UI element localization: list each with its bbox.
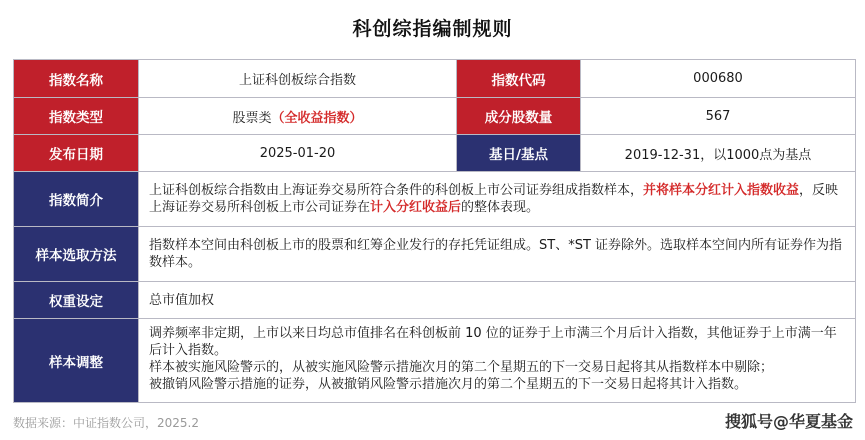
selection-value: 指数样本空间由科创板上市的股票和红筹企业发行的存托凭证组成。ST、*ST 证券除外。选取样本空间内所有证券作为指数样本。 <box>149 238 843 270</box>
adjustment-line-3: 被撤销风险警示措施的证券，从被撤销风险警示措施次月的第二个星期五的下一交易日起将其计入指数。 <box>149 377 748 392</box>
adjustment-label: 样本调整 <box>14 319 139 402</box>
index-type-value <box>139 98 456 134</box>
rules-table <box>13 59 856 403</box>
index-type-prefix: 股票类 <box>232 110 272 126</box>
adjustment-line-1: 调养频率非定期，上市以来日均总市值排名在科创板前 10 位的证券于上市满三个月后计入指数，其他证券于上市满一年后计入指数。 <box>149 326 837 358</box>
index-type-label: 指数类型 <box>14 98 139 134</box>
constituents-label: 成分股数量 <box>456 98 581 134</box>
table-row <box>14 227 855 282</box>
intro-value <box>139 172 855 226</box>
intro-text-2: ，反映上海证券交易所科创板上市公司证券在 <box>149 183 839 215</box>
table-row <box>14 172 855 227</box>
watermark <box>725 409 853 432</box>
adjustment-value <box>139 319 855 402</box>
adjustment-line-2: 样本被实施风险警示的，从被实施风险警示措施次月的第二个星期五的下一交易日起将其从指数样本中剔除； <box>149 360 774 375</box>
base-date-label: 基日/基点 <box>456 135 581 171</box>
table-row <box>14 319 855 402</box>
weighting-label: 权重设定 <box>14 282 139 318</box>
data-source: 数据来源：中证指数公司，2025.2 <box>13 416 199 430</box>
index-name-value: 上证科创板综合指数 <box>238 73 356 88</box>
intro-highlight-2: 计入分红收益后 <box>370 200 462 215</box>
index-code-label: 指数代码 <box>456 60 581 97</box>
release-date-value: 2025-01-20 <box>259 145 336 161</box>
table-row <box>14 60 855 98</box>
intro-text-3: 的整体表现。 <box>461 200 540 215</box>
intro-highlight-1: 并将样本分红计入指数收益 <box>643 183 800 198</box>
intro-text-1: 上证科创板综合指数由上海证券交易所符合条件的科创板上市公司证券组成指数样本， <box>149 183 644 198</box>
table-row <box>14 282 855 319</box>
index-name-label: 指数名称 <box>14 60 139 97</box>
watermark-text: 搜狐号@华夏基金 <box>724 412 853 431</box>
table-row <box>14 98 855 135</box>
release-date-label: 发布日期 <box>14 135 139 171</box>
selection-label: 样本选取方法 <box>14 227 139 281</box>
index-type-highlight: （全收益指数） <box>271 110 363 126</box>
page-title: 科创综指编制规则 <box>352 18 513 40</box>
base-date-value: 2019-12-31，以1000点为基点 <box>624 147 812 163</box>
index-code-value: 000680 <box>693 71 743 86</box>
constituents-value: 567 <box>705 108 731 124</box>
intro-label: 指数简介 <box>14 172 139 226</box>
table-row <box>14 135 855 172</box>
weighting-value: 总市值加权 <box>149 292 215 308</box>
